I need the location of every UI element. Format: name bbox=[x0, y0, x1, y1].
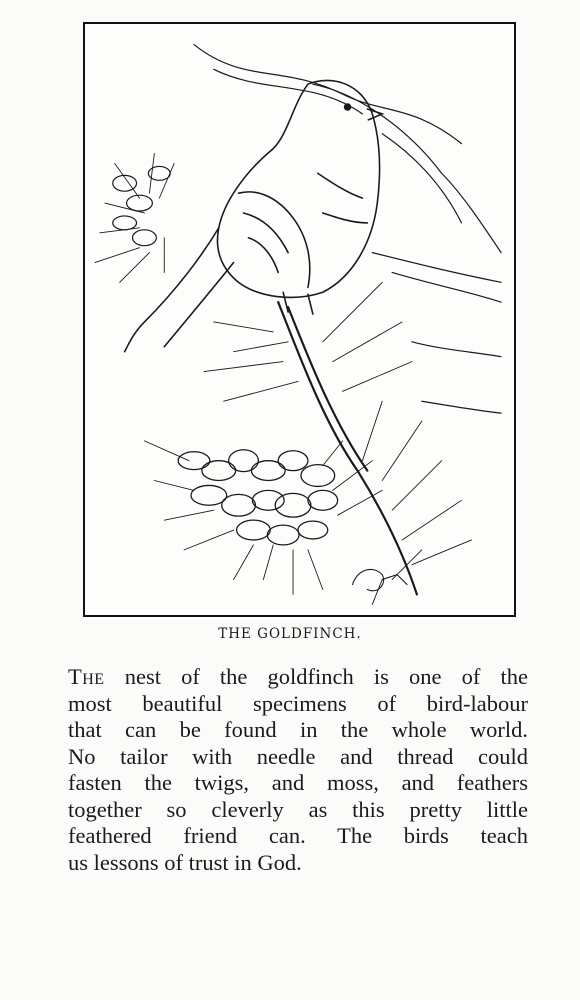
goldfinch-illustration bbox=[85, 24, 514, 615]
gorse-flowers-upper bbox=[113, 166, 170, 245]
first-word: The bbox=[68, 664, 105, 689]
figure-caption: THE GOLDFINCH. bbox=[218, 626, 362, 642]
paragraph-line-6: together so cleverly as this pretty little bbox=[68, 796, 528, 822]
paragraph-line-8: us lessons of trust in God. bbox=[68, 849, 302, 875]
paragraph-line-3: that can be found in the whole world. bbox=[68, 717, 528, 742]
gorse-spines bbox=[95, 154, 471, 605]
goldfinch-bird bbox=[125, 80, 383, 351]
body-paragraph bbox=[68, 664, 528, 876]
gorse-flowers-lower bbox=[178, 450, 338, 545]
paragraph-line-7: feathered friend can. The birds teach bbox=[68, 823, 528, 848]
paragraph-line-4: No tailor with needle and thread could bbox=[68, 743, 528, 769]
paragraph-line-2: most beautiful specimens of bird-labour bbox=[68, 690, 528, 716]
gorse-branch bbox=[278, 302, 417, 594]
background-hills bbox=[194, 45, 501, 414]
paragraph-line-1 bbox=[68, 664, 528, 691]
line-1-text: nest of the goldfinch is one of the bbox=[104, 664, 528, 689]
paragraph-line-5: fasten the twigs, and moss, and feathers bbox=[68, 770, 528, 795]
illustration-plate bbox=[83, 22, 516, 617]
